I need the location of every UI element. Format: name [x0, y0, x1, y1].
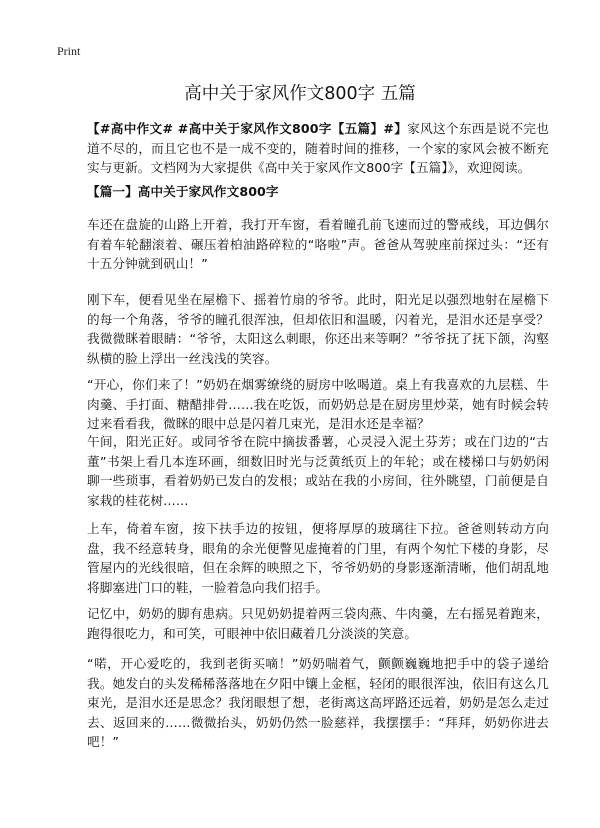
- paragraph-4: 午间，阳光正好。或同爷爷在院中摘拔番薯，心灵浸入泥土芬芳；或在门边的“古董”书架上看几本连环画，细数旧时光与泛黄纸页上的年轮；或在楼梯口与奶奶闲聊一些琐事，看着奶奶已发白的发根；或站在我的小房间，往外眺望，门前便是自家栽的桂花树……: [87, 434, 549, 508]
- intro-tags: 【#高中作文# #高中关于家风作文800字【五篇】#】: [87, 121, 408, 136]
- section-heading: 【篇一】高中关于家风作文800字: [87, 184, 279, 199]
- paragraph-1: 车还在盘旋的山路上开着，我打开车窗，看着瞳孔前飞速而过的警戒线，耳边偶尔有着车轮翻滚着、碾压着柏油路碎粒的“咯啦”声。爸爸从驾驶座前探过头：“还有十五分钟就到矾山！”: [87, 217, 549, 271]
- print-link[interactable]: Print: [57, 44, 81, 58]
- paragraph-6: 记忆中，奶奶的脚有患病。只见奶奶提着两三袋肉燕、牛肉羹，左右摇晃着跑来，跑得很吃力，和可笑，可眼神中依旧藏着几分淡淡的笑意。: [87, 606, 549, 641]
- intro-paragraph: [87, 119, 549, 178]
- paragraph-2: 刚下车，便看见坐在屋檐下、摇着竹扇的爷爷。此时，阳光足以强烈地射在屋檐下的每一个角落，爷爷的瞳孔很浑浊，但却依旧和温暖，闪着光，是泪水还是享受？我微微眯着眼睛：“爷爷，太阳这么刺眼，你还出来等啊？”爷爷抚了抚下颌，沟壑纵横的脸上浮出一丝浅浅的笑容。: [87, 292, 549, 366]
- paragraph-7: “喏，开心爱吃的，我到老街买嘀！”奶奶喘着气，颤颤巍巍地把手中的袋子递给我。她发白的头发稀稀落落地在夕阳中镶上金框，轻闭的眼很浑浊，依旧有这么几束光，是泪水还是思念？我闭眼想了想，老街离这高坪路还远着，奶奶是怎么走过去、返回来的……微微抬头，奶奶仍然一脸慈祥，我摆摆手：“拜拜，奶奶你进去吧！”: [87, 656, 549, 749]
- page-title: 高中关于家风作文800字 五篇: [184, 84, 416, 104]
- paragraph-3: “开心，你们来了！”奶奶在烟雾缭绕的厨房中吆喝道。桌上有我喜欢的九层糕、牛肉羹、手打面、糖醋排骨……我在吃饭，而奶奶总是在厨房里炒菜，她有时候会转过来看看我，微眯的眼中总是闪着几束光，是泪水还是幸福？: [87, 377, 549, 431]
- paragraph-5: 上车，倚着车窗，按下扶手边的按钮，便将厚厚的玻璃往下拉。爸爸则转动方向盘，我不经意转身，眼角的余光便瞥见虚掩着的门里，有两个匆忙下楼的身影，尽管屋内的光线很暗，但在余辉的映照之下，爷爷奶奶的身影逐渐清晰，他们胡乱地将脚塞进门口的鞋，一脸着急向我们招手。: [87, 521, 549, 595]
- intro-text: 家风这个东西是说不完也道不尽的，而且它也不是一成不变的，随着时间的推移，一个家的家风会被不断充实与更新。文档网为大家提供《高中关于家风作文800字【五篇】》，欢迎阅读。: [87, 121, 549, 175]
